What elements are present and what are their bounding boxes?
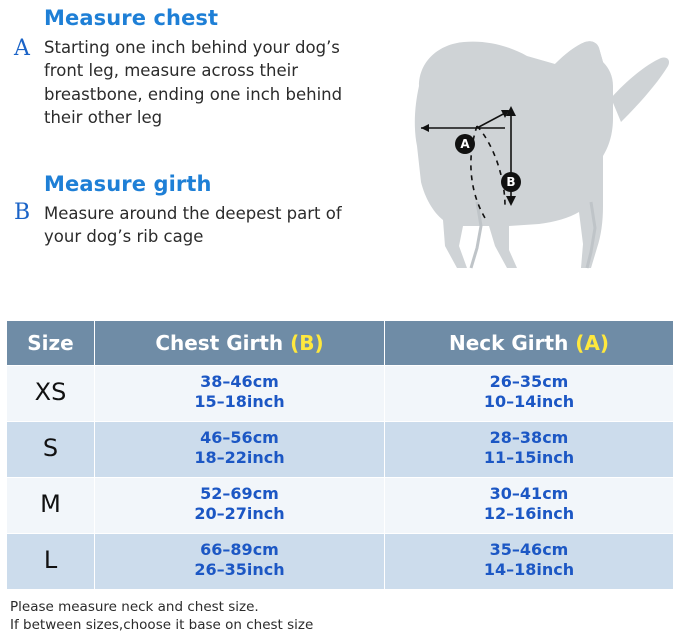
table-row <box>7 477 674 533</box>
footnote <box>10 598 313 634</box>
cell-chest <box>95 477 385 533</box>
cell-chest <box>95 421 385 477</box>
size-table <box>6 320 674 590</box>
cell-chest-cm: 38–46cm <box>200 372 279 391</box>
instruction-letter-a: A <box>14 36 30 61</box>
dog-illustration <box>359 6 679 306</box>
cell-chest-in: 18–22inch <box>194 448 285 468</box>
instruction-block-chest <box>6 6 360 130</box>
table-row <box>7 421 674 477</box>
cell-chest <box>95 366 385 422</box>
cell-size: S <box>7 421 95 477</box>
header-chest <box>95 321 385 366</box>
cell-chest-cm: 46–56cm <box>200 427 279 447</box>
table-row <box>7 366 674 422</box>
cell-neck-in: 10–14inch <box>483 392 575 412</box>
dog-silhouette <box>415 41 669 268</box>
cell-chest-cm: 52–69cm <box>200 483 279 503</box>
cell-neck-in: 14–18inch <box>483 560 575 580</box>
cell-chest-cm: 66–89cm <box>200 539 279 559</box>
cell-neck-cm: 30–41cm <box>489 483 569 503</box>
cell-neck <box>385 366 674 422</box>
header-neck-mark: (A) <box>575 331 610 355</box>
cell-neck <box>385 477 674 533</box>
header-chest-mark: (B) <box>290 331 324 355</box>
instruction-title-girth: Measure girth <box>44 171 212 196</box>
cell-neck-cm: 35–46cm <box>489 539 569 559</box>
marker-a-badge <box>455 134 475 154</box>
cell-neck-in: 11–15inch <box>483 448 575 468</box>
cell-neck-cm: 28–38cm <box>489 427 569 447</box>
cell-neck-cm: 26–35cm <box>489 372 569 391</box>
instruction-text-girth: Measure around the deepest part of your dog’s rib cage <box>44 203 342 247</box>
header-size: Size <box>7 321 95 366</box>
instruction-block-girth <box>6 172 360 249</box>
cell-neck <box>385 533 674 589</box>
footnote-line-2: If between sizes,choose it base on chest size <box>10 616 314 633</box>
cell-size: XS <box>7 366 95 422</box>
cell-size: L <box>7 533 95 589</box>
marker-b-badge <box>501 172 521 192</box>
instruction-title-chest: Measure chest <box>44 6 219 30</box>
table-header-row <box>7 321 674 366</box>
cell-chest-in: 15–18inch <box>194 392 285 412</box>
cell-chest <box>95 533 385 589</box>
header-neck-label: Neck Girth <box>448 331 569 355</box>
footnote-line-1: Please measure neck and chest size. <box>10 598 259 615</box>
svg-text:B: B <box>506 175 516 189</box>
header-neck <box>385 321 674 366</box>
cell-chest-in: 26–35inch <box>194 560 285 580</box>
header-chest-label: Chest Girth <box>155 331 284 355</box>
table-row <box>7 533 674 589</box>
instruction-letter-b: B <box>14 199 31 225</box>
svg-text:A: A <box>460 137 470 151</box>
cell-neck <box>385 421 674 477</box>
cell-size: M <box>7 477 95 533</box>
cell-neck-in: 12–16inch <box>483 504 575 524</box>
instruction-text-chest: Starting one inch behind your dog’s front leg, measure across their breastbone, ending one inch behind their other leg <box>44 38 343 128</box>
cell-chest-in: 20–27inch <box>194 504 285 524</box>
instructions-panel <box>0 0 360 310</box>
